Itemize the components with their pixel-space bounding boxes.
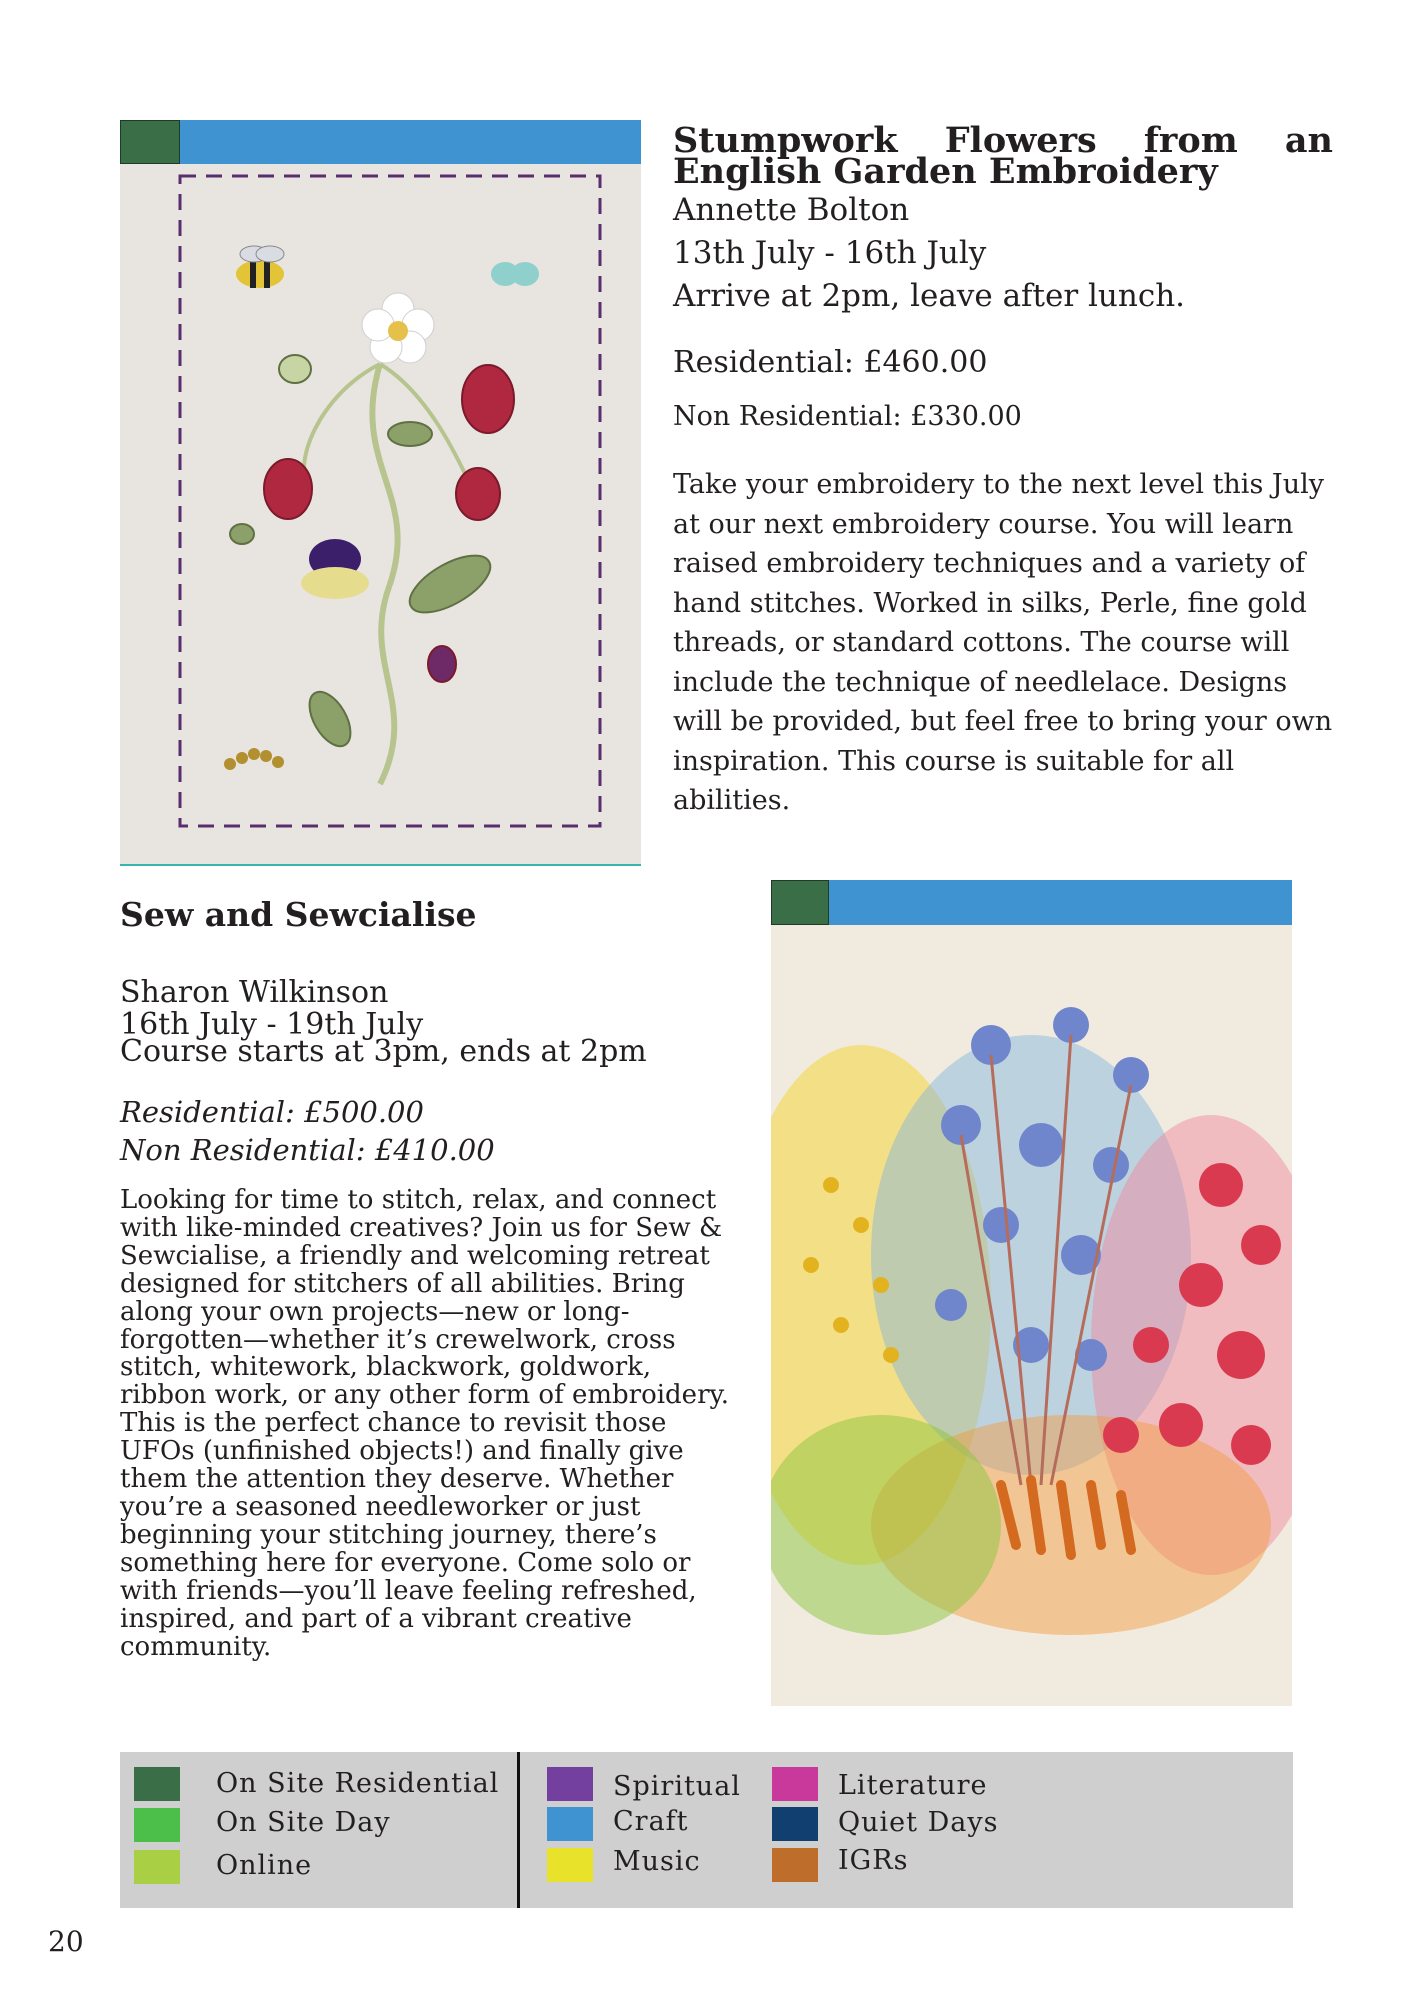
legend-label: Spiritual <box>613 1771 741 1802</box>
legend-swatch-literature <box>772 1767 818 1801</box>
legend-swatch-on-site-day <box>134 1808 180 1842</box>
residential-price: Residential: £460.00 <box>673 345 988 380</box>
legend-label: On Site Residential <box>216 1768 500 1799</box>
tutor-name: Sharon Wilkinson <box>120 975 389 1010</box>
embroidery-photo-stumpwork <box>120 164 641 866</box>
course-image-sewcialise <box>771 880 1292 1706</box>
course-description: Looking for time to stitch, relax, and connect with like-minded creatives? Join us for Sew & Sewcialise, a friendly and welcoming retreat designed for stitchers of all abilities. Bring along your own projects—new or long-forgotten—whether it’s crewelwork, cross stitch, whitework, blackwork, goldwork, ribbon work, or any other form of embroidery. This is the perfect chance to revisit those UFOs (unfinished objects!) and finally give them the attention they deserve. Whether you’re a seasoned needleworker or just beginning your stitching journey, there’s something here for everyone. Come solo or with friends—you’ll leave feeling refreshed, inspired, and part of a vibrant creative community. <box>120 1185 729 1662</box>
course-dates: 16th July - 19th July <box>120 1007 424 1042</box>
legend-label: IGRs <box>838 1845 909 1876</box>
page-number: 20 <box>48 1925 84 1958</box>
course-title: Stumpwork Flowers from an English Garden Embroidery <box>673 120 1333 192</box>
legend-swatch-music <box>547 1848 593 1882</box>
legend-label: Craft <box>613 1806 689 1837</box>
non-residential-price: Non Residential: £410.00 <box>120 1133 495 1167</box>
non-residential-price: Non Residential: £330.00 <box>673 401 1022 432</box>
legend-swatch-craft <box>547 1807 593 1841</box>
arrival-times: Arrive at 2pm, leave after lunch. <box>673 278 1186 314</box>
legend-label: Online <box>216 1850 313 1881</box>
course-description: Take your embroidery to the next level this July at our next embroidery course. You will learn raised embroidery techniques and a variety of hand stitches. Worked in silks, Perle, fine gold threads, or standard cottons. The course will include the technique of needlelace. Designs will be provided, but feel free to bring your own inspiration. This course is suitable for all abilities. <box>673 469 1333 816</box>
category-swatch-on-site-residential <box>120 120 180 164</box>
embroidery-photo-sewcialise <box>771 925 1292 1706</box>
legend-divider <box>517 1752 520 1908</box>
legend-label: On Site Day <box>216 1807 391 1838</box>
category-bar <box>771 880 1292 925</box>
legend-swatch-igrs <box>772 1848 818 1882</box>
legend-label: Literature <box>838 1770 988 1801</box>
bee-motif <box>236 246 284 288</box>
stumpwork-embroidery-illustration <box>120 164 641 864</box>
course-times: Course starts at 3pm, ends at 2pm <box>120 1034 647 1069</box>
legend-swatch-spiritual <box>547 1767 593 1801</box>
category-legend <box>120 1752 1293 1908</box>
legend-swatch-on-site-residential <box>134 1767 180 1801</box>
course-image-stumpwork <box>120 120 641 866</box>
legend-label: Music <box>613 1846 701 1877</box>
tutor-name: Annette Bolton <box>673 192 910 228</box>
category-bar <box>120 120 641 164</box>
legend-swatch-online <box>134 1850 180 1884</box>
residential-price: Residential: £500.00 <box>120 1095 424 1129</box>
legend-label: Quiet Days <box>838 1807 999 1838</box>
category-swatch-on-site-residential <box>771 880 829 925</box>
floral-embroidery-illustration <box>771 925 1292 1706</box>
course-title: Sew and Sewcialise <box>120 895 477 934</box>
course-dates: 13th July - 16th July <box>673 235 987 271</box>
legend-swatch-quiet-days <box>772 1807 818 1841</box>
